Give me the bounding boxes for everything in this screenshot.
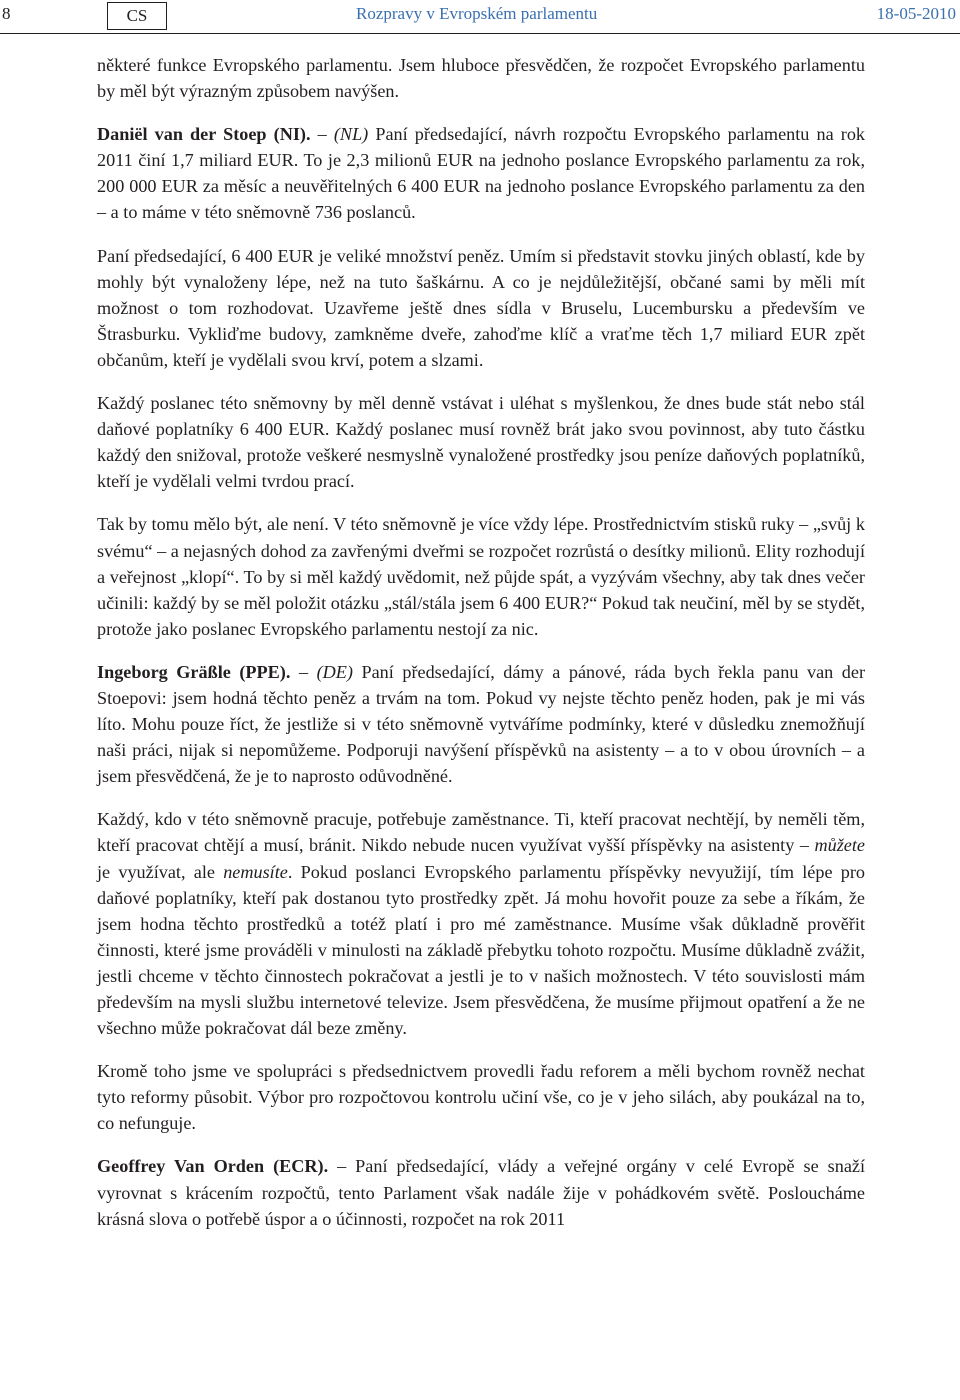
debate-text — [97, 52, 865, 1249]
speaker-name: Geoffrey Van Orden (ECR). — [97, 1156, 329, 1177]
paragraph — [97, 1058, 865, 1136]
dash: – — [298, 661, 309, 682]
emphasis-text: nemusíte — [223, 861, 288, 882]
paragraph-text: Tak by tomu mělo být, ale není. V této sněmovně je více vždy lépe. Prostřednictvím stisků ruky – „svůj k svému“ – a nejasných dohod za zavřenými dveřmi se rozpočet rozrůstá o desítky milionů. Elity rozhodují a veřejnost „klopí“. To by si měl každý uvědomit, než půjde spát, a vyzývám všechny, aby tak dnes večer učinili: každý by se měl položit otázku „stál/stála jsem 6 400 EUR?“ Pokud tak neučiní, měl by se stydět, protože jako poslanec Evropského parlamentu nestojí za nic. — [97, 514, 865, 639]
paragraph-text: je využívat, ale — [97, 861, 224, 882]
speech-language: (NL) — [333, 124, 369, 145]
speech-paragraph — [97, 1153, 865, 1231]
header-rule — [0, 33, 960, 34]
page-number: 8 — [2, 4, 11, 23]
language-badge: CS — [107, 2, 167, 30]
paragraph-text: Každý poslanec této sněmovny by měl denně vstávat i uléhat s myšlenkou, že dnes bude stát nebo stál daňové poplatníky 6 400 EUR. Každý poslanec musí rovněž brát jako svou povinnost, aby tuto částku každý den snižoval, protože veškeré nesmyslně vynaložené prostředky jsou peníze daňových poplatníků, kteří je vydělali velmi tvrdou prací. — [97, 393, 865, 492]
publication-date: 18-05-2010 — [876, 4, 956, 23]
paragraph-text: Kromě toho jsme ve spolupráci s předsednictvem provedli řadu reforem a měli bychom rovněž nechat tyto reformy působit. Výbor pro rozpočtovou kontrolu učiní vše, co je v jeho silách, aby poukázal na to, co nefunguje. — [97, 1061, 865, 1134]
paragraph-text: Paní předsedající, 6 400 EUR je veliké množství peněz. Umím si představit stovku jiných oblastí, kde by mohly být vynaloženy lépe, než na tuto šaškárnu. A co je nejdůležitější, občané sami by měli mít možnost o tom rozhodovat. Uzavřeme ještě dnes sídla v Bruselu, Lucembursku a především ve Štrasburku. Vykliďme budovy, zamkněme dveře, zahoďme klíč a vraťme těch 1,7 miliard EUR zpět občanům, kteří je vydělali svou krví, potem a slzami. — [97, 245, 865, 370]
speech-language: (DE) — [316, 661, 353, 682]
emphasis-text: můžete — [814, 835, 865, 856]
paragraph-text: Paní předsedající, návrh rozpočtu Evropského parlamentu na rok 2011 činí 1,7 miliard EUR. To je 2,3 milionů EUR na jednoho poslance Evropského parlamentu za rok, 200 000 EUR za měsíc a neuvěřitelných 6 400 EUR na jednoho poslance Evropského parlamentu za den – a to máme v této sněmovně 736 poslanců. — [97, 124, 866, 223]
publication-title: Rozpravy v Evropském parlamentu — [356, 4, 598, 23]
paragraph — [97, 52, 865, 104]
speech-paragraph — [97, 659, 865, 789]
paragraph — [97, 243, 865, 373]
dash: – — [337, 1156, 347, 1177]
page-header — [0, 0, 960, 36]
paragraph — [97, 390, 865, 494]
paragraph-text: Paní předsedající, vlády a veřejné orgány v celé Evropě se snaží vyrovnat s krácením rozpočtů, tento Parlament však nadále žije v pohádkovém světě. Posloucháme krásná slova o potřebě úspor a o účinnosti, rozpočet na rok 2011 — [97, 1156, 866, 1229]
dash: – — [317, 124, 327, 145]
speaker-name: Ingeborg Gräßle (PPE). — [97, 661, 291, 682]
paragraph-text: Paní předsedající, dámy a pánové, ráda bych řekla panu van der Stoepovi: jsem hodná těchto peněz a trvám na tom. Pokud vy nejste těchto peněz hoden, pak je mi vás líto. Mohu pouze říct, že jestliže si v této sněmovně vytváříme podmínky, které v důsledku znemožňují naši práci, nijak si nepomůžeme. Podporuji navýšení příspěvků na asistenty – a to v obou úrovních – a jsem přesvědčená, že je to naprosto odůvodněné. — [97, 661, 866, 787]
paragraph — [97, 806, 865, 1041]
speech-paragraph — [97, 121, 865, 225]
paragraph-text: . Pokud poslanci Evropského parlamentu příspěvky nevyužijí, tím lépe pro daňové poplatníky, kteří pak dostanou tyto prostředky zpět. Já mohu hovořit pouze za sebe a říkám, že jsem hodna těchto prostředků a totéž platí i pro mé zaměstnance. Musíme však důkladně prověřit činnosti, které jsme prováděli v minulosti na základě přebytku tohoto rozpočtu. Musíme důkladně zvážit, jestli chceme v těchto činnostech pokračovat a jestli je to v našich možnostech. V této souvislosti mám především na mysli službu internetové televize. Jsem přesvědčena, že musíme přijmout opatření a že ne všechno může pokračovat dál beze změny. — [97, 861, 866, 1039]
paragraph-text: Každý, kdo v této sněmovně pracuje, potřebuje zaměstnance. Ti, kteří pracovat nechtějí, by neměli těm, kteří pracovat chtějí a musí, bránit. Nikdo nebude nucen využívat vyšší příspěvky na asistenty – — [97, 809, 865, 856]
paragraph — [97, 511, 865, 641]
speaker-name: Daniël van der Stoep (NI). — [97, 124, 311, 145]
paragraph-text: některé funkce Evropského parlamentu. Jsem hluboce přesvědčen, že rozpočet Evropského parlamentu by měl být výrazným způsobem navýšen. — [97, 55, 865, 102]
